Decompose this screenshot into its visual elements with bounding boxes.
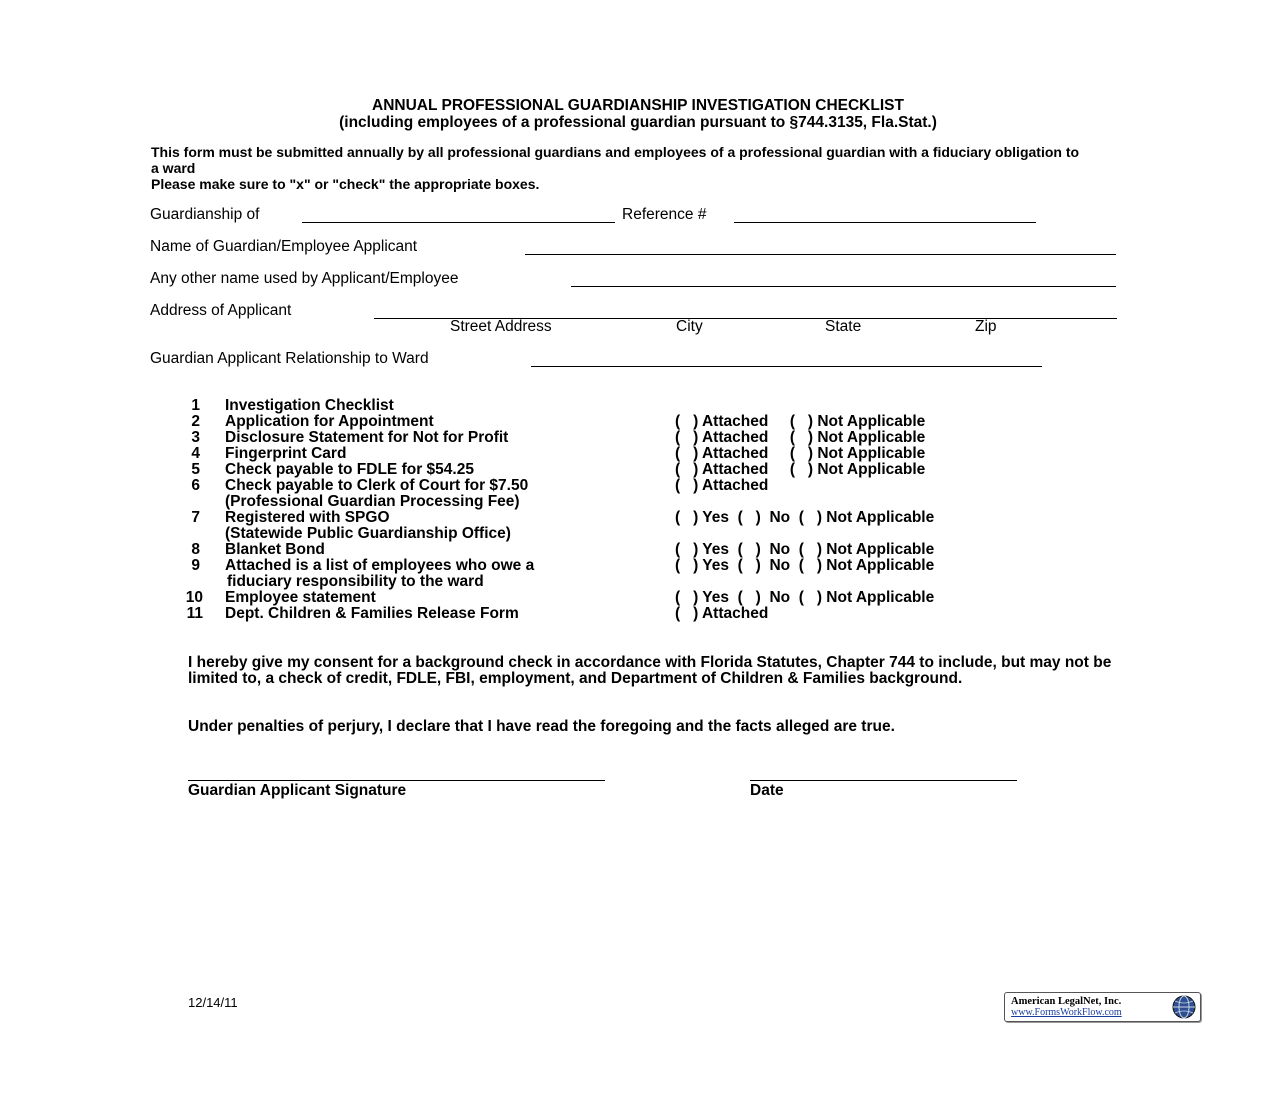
item-number: 3: [191, 429, 200, 446]
instructions-text: This form must be submitted annually by all professional guardians and employees of a professional guardian with a fiduciary obligation to a ward: [151, 144, 1080, 176]
item-number: 2: [191, 413, 200, 430]
item-number: 9: [191, 557, 200, 574]
item-options[interactable]: ( ) Attached ( ) Not Applicable: [675, 413, 926, 430]
item-label: Fingerprint Card: [225, 445, 347, 462]
perjury-statement: Under penalties of perjury, I declare that I have read the foregoing and the facts alleged are true.: [188, 718, 895, 735]
street-address-label: Street Address: [450, 318, 552, 335]
item-sublabel: (Professional Guardian Processing Fee): [225, 493, 520, 510]
reference-label: Reference #: [622, 206, 707, 223]
item-number: 10: [185, 589, 203, 606]
globe-icon: [1171, 994, 1197, 1020]
guardianship-label: Guardianship of: [150, 206, 260, 223]
revision-date: 12/14/11: [188, 995, 238, 1010]
instructions-check-note: Please make sure to "x" or "check" the appropriate boxes.: [151, 176, 540, 192]
item-options[interactable]: ( ) Attached ( ) Not Applicable: [675, 429, 926, 446]
applicant-name-label: Name of Guardian/Employee Applicant: [150, 238, 418, 255]
item-number: 6: [191, 477, 200, 494]
publisher-link[interactable]: www.FormsWorkFlow.com: [1011, 1007, 1122, 1018]
address-label: Address of Applicant: [150, 302, 292, 319]
item-options[interactable]: ( ) Attached ( ) Not Applicable: [675, 461, 926, 478]
item-number: 5: [191, 461, 200, 478]
consent-statement: I hereby give my consent for a background check in accordance with Florida Statutes, Chapter 744 to include, but may not be limited to, a check of credit, FDLE, FBI, employment, and Department of Children & Families background.: [188, 654, 1112, 687]
item-number: 7: [191, 509, 200, 526]
relationship-label: Guardian Applicant Relationship to Ward: [150, 350, 429, 367]
other-name-field[interactable]: [571, 286, 1116, 287]
item-options[interactable]: ( ) Attached: [675, 605, 769, 622]
item-label: Registered with SPGO: [225, 509, 390, 526]
item-label: Attached is a list of employees who owe a: [225, 557, 535, 574]
form-title: ANNUAL PROFESSIONAL GUARDIANSHIP INVESTIGATION CHECKLIST: [372, 97, 904, 114]
item-label: Employee statement: [225, 589, 376, 606]
other-name-label: Any other name used by Applicant/Employee: [150, 270, 459, 287]
item-options[interactable]: ( ) Yes ( ) No ( ) Not Applicable: [675, 509, 935, 526]
date-label: Date: [750, 782, 784, 799]
applicant-name-field[interactable]: [525, 254, 1116, 255]
item-sublabel: (Statewide Public Guardianship Office): [225, 525, 511, 542]
item-number: 11: [186, 605, 203, 622]
state-label: State: [825, 318, 862, 335]
item-options[interactable]: ( ) Yes ( ) No ( ) Not Applicable: [675, 541, 935, 558]
item-label: Dept. Children & Families Release Form: [225, 605, 519, 622]
reference-field[interactable]: [734, 222, 1036, 223]
item-label: Investigation Checklist: [225, 397, 394, 414]
item-number: 8: [191, 541, 200, 558]
publisher-name: American LegalNet, Inc.: [1011, 996, 1122, 1007]
item-options[interactable]: ( ) Attached: [675, 477, 769, 494]
form-subtitle: (including employees of a professional guardian pursuant to §744.3135, Fla.Stat.): [339, 114, 937, 131]
item-sublabel: fiduciary responsibility to the ward: [227, 573, 484, 590]
item-number: 1: [191, 397, 200, 414]
city-label: City: [676, 318, 703, 335]
publisher-logo[interactable]: [1004, 992, 1201, 1022]
zip-label: Zip: [975, 318, 997, 335]
item-label: Disclosure Statement for Not for Profit: [225, 429, 509, 446]
signature-field[interactable]: [188, 780, 605, 781]
guardianship-field[interactable]: [302, 222, 615, 223]
signature-label: Guardian Applicant Signature: [188, 782, 407, 799]
item-options[interactable]: ( ) Yes ( ) No ( ) Not Applicable: [675, 589, 935, 606]
date-field[interactable]: [750, 780, 1017, 781]
item-options[interactable]: ( ) Attached ( ) Not Applicable: [675, 445, 926, 462]
item-label: Check payable to Clerk of Court for $7.50: [225, 477, 529, 494]
relationship-field[interactable]: [531, 366, 1042, 367]
item-label: Check payable to FDLE for $54.25: [225, 461, 474, 478]
item-label: Blanket Bond: [225, 541, 325, 558]
item-options[interactable]: ( ) Yes ( ) No ( ) Not Applicable: [675, 557, 935, 574]
item-number: 4: [191, 445, 200, 462]
item-label: Application for Appointment: [225, 413, 434, 430]
